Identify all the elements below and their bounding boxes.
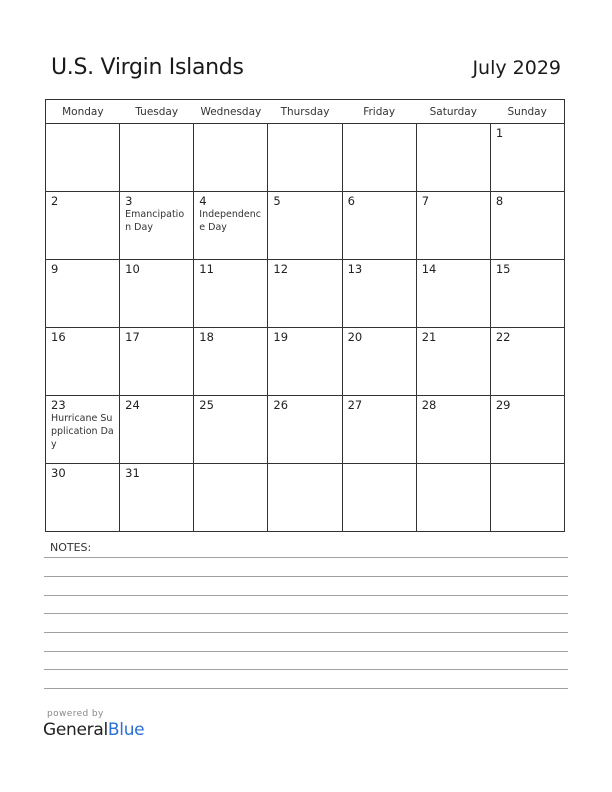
day-cell	[342, 396, 416, 464]
day-number: 5	[273, 194, 281, 208]
day-cell	[490, 192, 564, 260]
day-cell	[268, 464, 342, 532]
holiday-label: Emancipation Day	[125, 209, 185, 233]
note-line	[44, 613, 568, 614]
day-cell	[46, 124, 120, 192]
calendar-week-row	[46, 328, 565, 396]
weekday-header: Tuesday	[120, 100, 194, 124]
day-cell	[120, 260, 194, 328]
weekday-header: Friday	[342, 100, 416, 124]
day-number: 22	[495, 330, 511, 344]
weekday-header: Sunday	[490, 100, 564, 124]
day-cell	[416, 192, 490, 260]
day-number: 6	[347, 194, 355, 208]
note-line	[44, 688, 568, 689]
note-line	[44, 576, 568, 577]
calendar-grid	[45, 99, 565, 532]
day-number: 19	[273, 330, 289, 344]
day-cell	[342, 464, 416, 532]
day-number: 12	[273, 262, 289, 276]
day-cell	[120, 192, 194, 260]
calendar-week-row	[46, 396, 565, 464]
day-number: 15	[495, 262, 511, 276]
day-cell	[120, 328, 194, 396]
weekday-header: Monday	[46, 100, 120, 124]
day-cell	[46, 464, 120, 532]
day-cell	[416, 396, 490, 464]
day-number: 16	[51, 330, 66, 344]
day-number: 28	[421, 398, 437, 412]
calendar-title: U.S. Virgin Islands	[51, 55, 244, 80]
day-cell	[416, 328, 490, 396]
note-line	[44, 669, 568, 670]
brand-general: General	[43, 720, 108, 740]
brand-logo	[43, 720, 144, 740]
day-number: 30	[51, 466, 66, 480]
brand-blue: Blue	[107, 720, 145, 740]
day-number: 27	[347, 398, 363, 412]
note-line	[44, 557, 568, 558]
day-number: 18	[199, 330, 214, 344]
day-number: 31	[125, 466, 140, 480]
note-line	[44, 595, 568, 596]
weekday-header: Thursday	[268, 100, 342, 124]
day-cell	[194, 328, 268, 396]
day-number: 9	[51, 262, 59, 276]
weekday-header: Wednesday	[194, 100, 268, 124]
day-cell	[490, 124, 564, 192]
day-cell	[342, 328, 416, 396]
day-cell	[46, 328, 120, 396]
note-line	[44, 632, 568, 633]
day-cell	[46, 192, 120, 260]
weekday-header: Saturday	[416, 100, 490, 124]
weekday-header-row	[46, 100, 565, 124]
holiday-label: Hurricane Supplication Day	[51, 413, 114, 450]
calendar-week-row	[46, 464, 565, 532]
day-cell	[416, 260, 490, 328]
day-number: 26	[273, 398, 289, 412]
notes-label: NOTES:	[50, 541, 92, 554]
day-number: 23	[51, 398, 66, 412]
day-cell	[416, 464, 490, 532]
powered-by-text: powered by	[47, 709, 104, 719]
day-number: 10	[125, 262, 140, 276]
day-cell	[120, 396, 194, 464]
month-year-label: July 2029	[472, 57, 561, 79]
day-cell	[268, 192, 342, 260]
note-line	[44, 651, 568, 652]
day-cell	[490, 464, 564, 532]
day-cell	[342, 260, 416, 328]
day-cell	[120, 464, 194, 532]
holiday-label: Independence Day	[199, 209, 261, 233]
day-cell	[342, 192, 416, 260]
day-cell	[268, 396, 342, 464]
day-cell	[46, 396, 120, 464]
calendar-body	[46, 124, 565, 532]
day-cell	[416, 124, 490, 192]
day-number: 21	[421, 330, 437, 344]
day-cell	[46, 260, 120, 328]
day-number: 24	[125, 398, 140, 412]
day-number: 4	[199, 194, 207, 208]
day-cell	[120, 124, 194, 192]
day-number: 11	[199, 262, 214, 276]
day-number: 7	[421, 194, 430, 208]
day-number: 17	[125, 330, 140, 344]
day-cell	[490, 328, 564, 396]
calendar-week-row	[46, 124, 565, 192]
day-cell	[194, 124, 268, 192]
day-number: 2	[51, 194, 59, 208]
day-cell	[490, 260, 564, 328]
day-number: 1	[495, 126, 504, 140]
day-cell	[268, 328, 342, 396]
calendar-week-row	[46, 260, 565, 328]
day-cell	[268, 124, 342, 192]
day-cell	[194, 192, 268, 260]
day-number: 20	[347, 330, 363, 344]
day-number: 3	[125, 194, 133, 208]
day-cell	[194, 260, 268, 328]
day-cell	[194, 464, 268, 532]
day-number: 25	[199, 398, 214, 412]
day-number: 8	[495, 194, 504, 208]
day-cell	[194, 396, 268, 464]
day-cell	[490, 396, 564, 464]
calendar-week-row	[46, 192, 565, 260]
day-number: 14	[421, 262, 437, 276]
day-number: 13	[347, 262, 363, 276]
day-cell	[268, 260, 342, 328]
day-cell	[342, 124, 416, 192]
day-number: 29	[495, 398, 511, 412]
